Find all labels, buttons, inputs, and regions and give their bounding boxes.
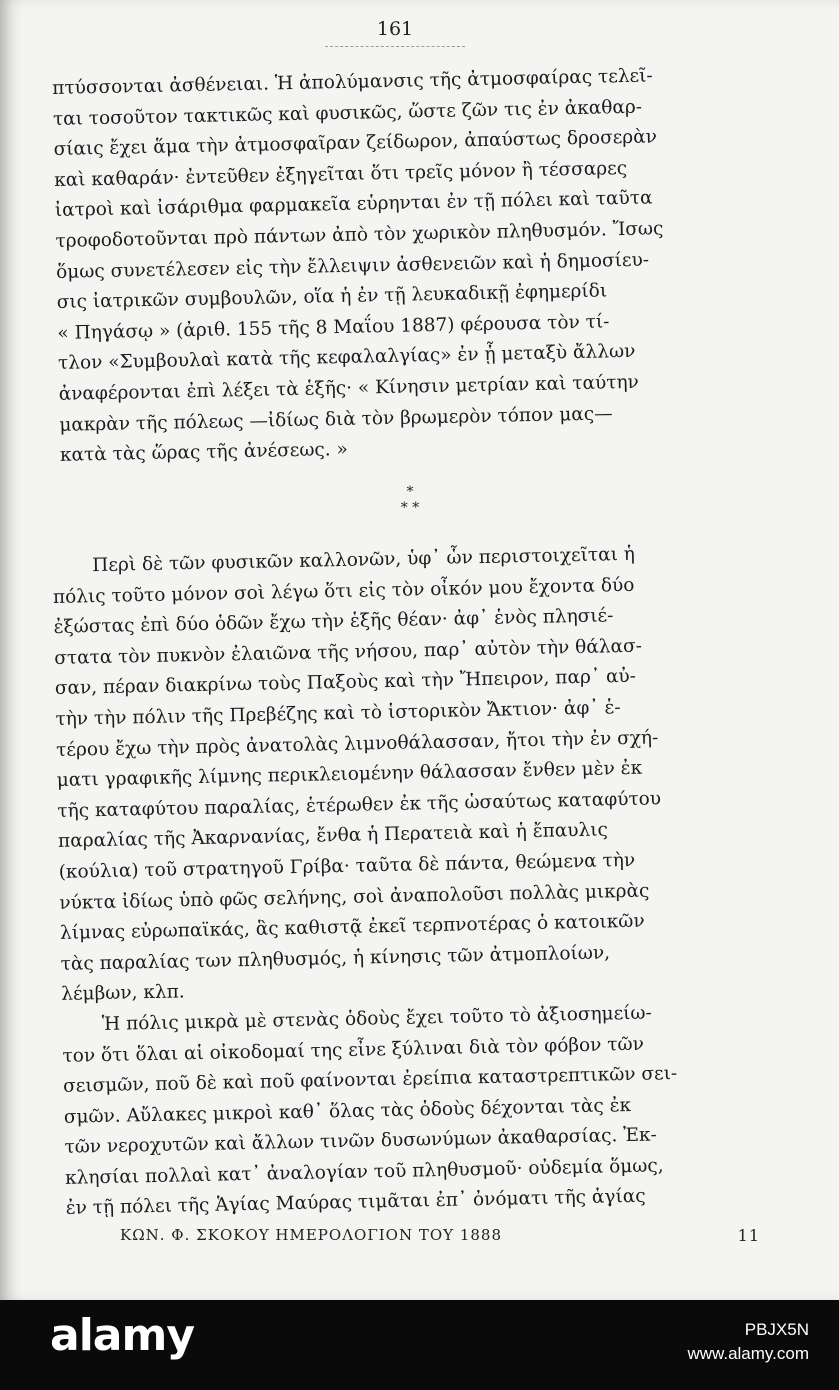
text-line: λίμνας εὐρωπαϊκάς, ἃς καθιστᾷ ἐκεῖ τερπνοτέρας ὁ κατοικῶν — [59, 910, 645, 945]
text-line: τῶν νεροχυτῶν καὶ ἄλλων τινῶν δυσωνύμων ἀκαθαρσίας. Ἐκ- — [64, 1124, 658, 1159]
text-line: ματι γραφικῆς λίμνης περικλειομένην θάλασσαν ἔνθεν μὲν ἐκ — [56, 757, 643, 792]
text-line: παραλίας τῆς Ἀκαρνανίας, ἔνθα ἡ Περατειὰ καὶ ἡ ἔπαυλις — [57, 819, 609, 853]
text-line: σεισμῶν, ποῦ δὲ καὶ ποῦ φαίνονται ἐρείπια καταστρεπτικῶν σει- — [62, 1063, 678, 1097]
stock-info — [687, 1318, 809, 1366]
text-line: (κούλια) τοῦ στρατηγοῦ Γρίβα· ταῦτα δὲ πάντα, θεώμενα τὴν — [58, 849, 636, 883]
text-line: ἰατροὶ καὶ ἰσάριθμα φαρμακεῖα εὑρηνται ἐν τῇ πόλει καὶ ταῦτα — [54, 187, 653, 222]
text-line: καὶ καθαράν· ἐντεῦθεν ἐξηγεῖται ὅτι τρεῖς μόνον ἢ τέσσαρες — [54, 157, 628, 191]
text-line: νύκτα ἰδίως ὑπὸ φῶς σελήνης, σοὶ ἀναπολοῦσι πολλὰς μικρὰς — [59, 880, 650, 914]
text-line: τον ὅτι ὅλαι αἱ οἰκοδομαί της εἶνε ξύλιναι διὰ τὸν φόβον τῶν — [62, 1033, 645, 1067]
text-line: μακρὰν τῆς πόλεως —ἰδίως διὰ τὸν βρωμερὸν τόπον μας— — [59, 402, 613, 436]
text-line: λέμβων, κλπ. — [61, 981, 185, 1006]
text-line: Ἡ πόλις μικρὰ μὲ στενὰς ὁδοὺς ἔχει τοῦτο τὸ ἀξιοσημείω- — [101, 1002, 652, 1035]
text-line: τὴν τὴν πόλιν τῆς Πρεβέζης καὶ τὸ ἱστορικὸν Ἄκτιον· ἀφ᾽ ἑ- — [55, 697, 621, 730]
text-line: ὅμως συνετέλεσεν εἰς τὴν ἔλλειψιν ἀσθενειῶν καὶ ἡ δημοσίευ- — [55, 249, 650, 283]
text-line: τέρου ἔχω τὴν πρὸς ἀνατολὰς λιμνοθάλασσαν, ἤτοι τὴν ἐν σχή- — [55, 726, 659, 761]
text-line: ἐξώστας ἐπὶ δύο ὁδῶν ἔχω τὴν ἑξῆς θέαν· ἀφ᾽ ἑνὸς πλησιέ- — [53, 605, 614, 639]
text-line: τὰς παραλίας των πληθυσμός, ἡ κίνησις τῶν ἀτμοπλοίων, — [60, 942, 611, 975]
stock-site: www.alamy.com — [687, 1344, 809, 1363]
separator-bottom-stars: * * — [400, 500, 420, 516]
page-footer — [120, 1226, 760, 1244]
paragraph-1 — [52, 59, 795, 472]
text-line: σις ἰατρικῶν συμβουλῶν, οἵα ἡ ἐν τῇ λευκαδικῇ ἐφημερίδι — [56, 280, 608, 314]
text-line: πτύσσονται ἀσθένειαι. Ἡ ἀπολύμανσις τῆς ἀτμοσφαίρας τελεῖ- — [52, 65, 653, 99]
text-line: ἐν τῇ πόλει τῆς Ἁγίας Μαύρας τιμᾶται ἐπ᾽ ὀνόματι τῆς ἁγίας — [65, 1186, 646, 1220]
page-number-rule — [325, 46, 465, 47]
signature-mark: 11 — [737, 1226, 760, 1245]
text-line: κλησίαι πολλαὶ κατ᾽ ἀναλογίαν τοῦ πληθυσμοῦ· οὐδεμία ὅμως, — [64, 1155, 664, 1189]
paragraph-2-and-3 — [52, 537, 801, 1225]
text-line: ἀναφέρονται ἐπὶ λέξει τὰ ἑξῆς· « Κίνησιν μετρίαν καὶ ταύτην — [58, 371, 640, 405]
text-line: τῆς καταφύτου παραλίας, ἑτέρωθεν ἐκ τῆς ὡσαύτως καταφύτου — [57, 788, 662, 822]
text-line: κατὰ τὰς ὥρας τῆς ἀνέσεως. » — [59, 439, 349, 467]
text-line: τροφοδοτοῦνται πρὸ πάντων ἀπὸ τὸν χωρικὸν πληθυσμόν. Ἴσως — [55, 218, 664, 252]
stock-image-id: PBJX5N — [744, 1320, 809, 1339]
stock-logo: alamy — [50, 1310, 194, 1361]
text-line: τλον «Συμβουλαὶ κατὰ τῆς κεφαλαλγίας» ἐν ᾗ μεταξὺ ἄλλων — [57, 341, 636, 375]
page-number: 161 — [376, 18, 414, 40]
separator-top-star: * — [406, 484, 414, 500]
text-line: σαν, πέραν διακρίνω τοὺς Παξοὺς καὶ τὴν Ἤπειρον, παρ᾽ αὐ- — [54, 666, 637, 700]
text-line: Περὶ δὲ τῶν φυσικῶν καλλονῶν, ὑφ᾽ ὧν περιστοιχεῖται ἡ — [92, 543, 636, 577]
text-line: πόλις τοῦτο μόνον σοὶ λέγω ὅτι εἰς τὸν οἶκόν μου ἔχοντα δύο — [52, 574, 635, 608]
text-line: σίαις ἔχει ἅμα τὴν ἀτμοσφαῖραν ζείδωρον, ἀπαύστως δροσερὰν — [53, 126, 658, 161]
text-line: ται τοσοῦτον τακτικῶς καὶ φυσικῶς, ὥστε ζῶν τις ἐν ἀκαθαρ- — [52, 96, 643, 130]
text-line: στατα τὸν πυκνὸν ἐλαιῶνα τῆς νήσου, παρ᾽ αὐτὸν τὴν θάλασ- — [54, 635, 643, 669]
footer-title: ΚΩΝ. Φ. ΣΚΟΚΟΥ ΗΜΕΡΟΛΟΓΙΟΝ ΤΟΥ 1888 — [120, 1226, 502, 1244]
text-line: « Πηγάσῳ » (ἀριθ. 155 τῆς 8 Μαΐου 1887) φέρουσα τὸν τί- — [57, 311, 610, 344]
section-separator — [370, 484, 450, 516]
text-line: σμῶν. Αὔλακες μικροὶ καθ᾽ ὅλας τὰς ὁδοὺς δέχονται τὰς ἐκ — [63, 1094, 632, 1128]
